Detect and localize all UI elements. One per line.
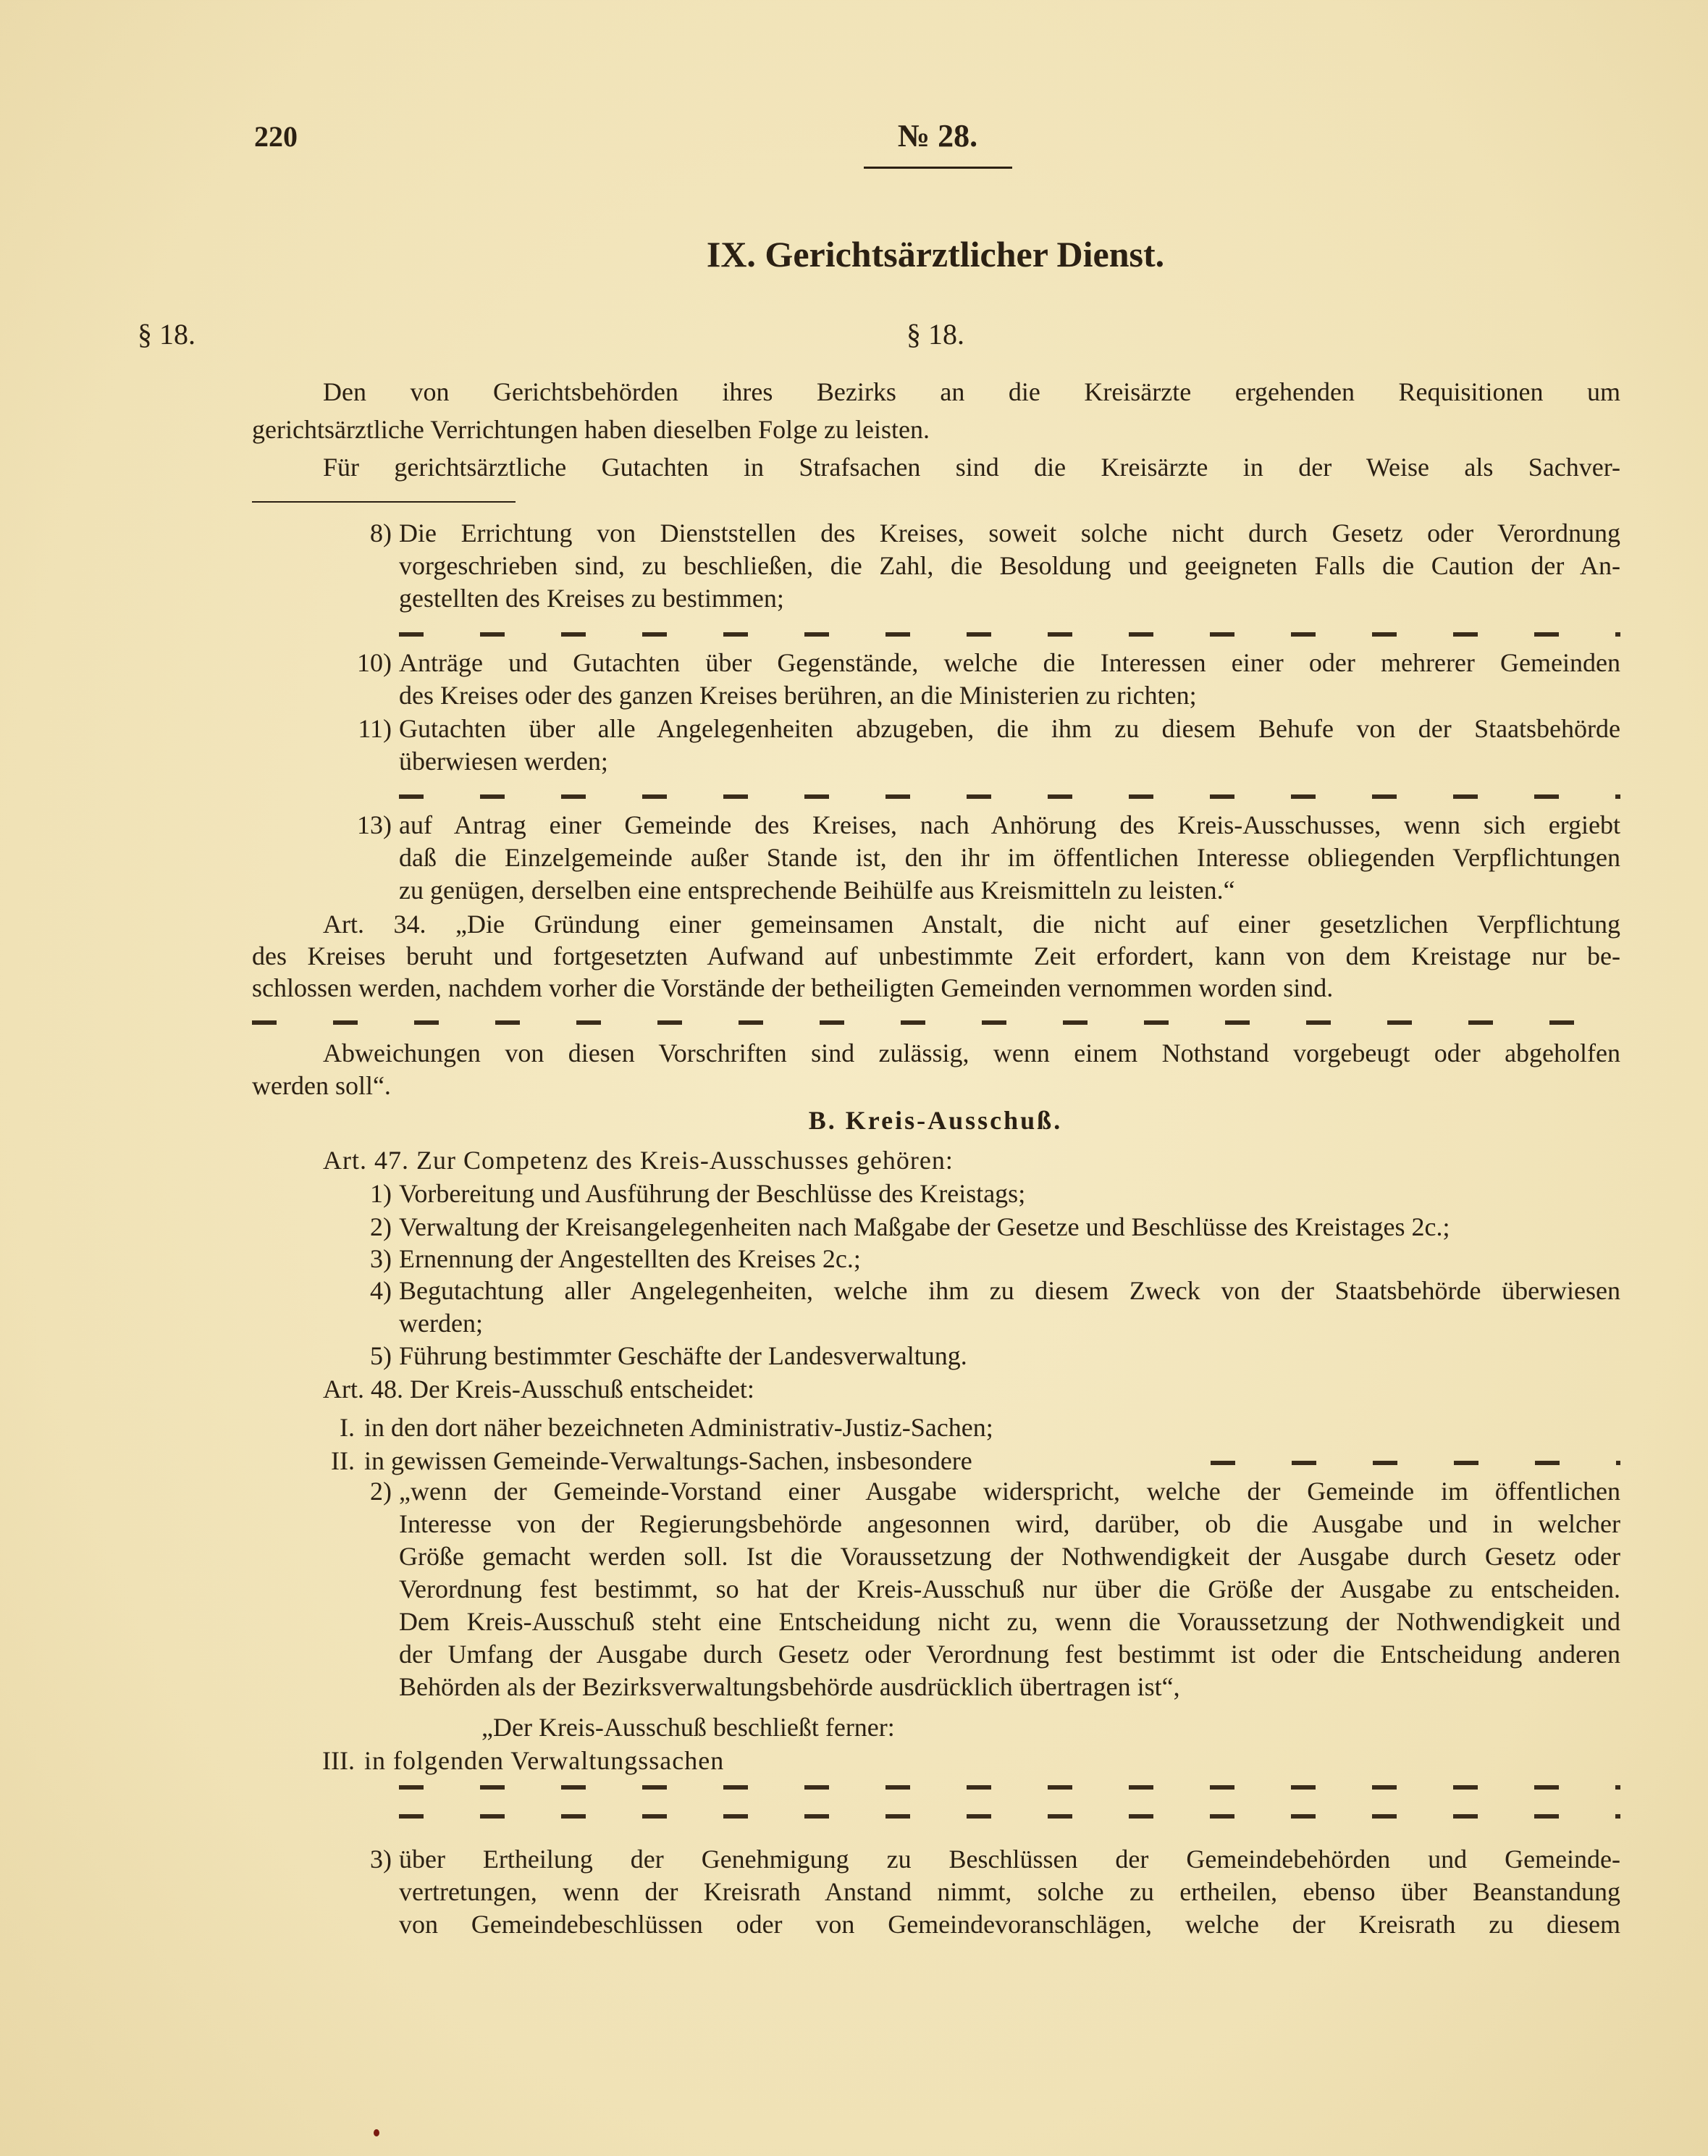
text-line: gerichtsärztliche Verrichtungen haben dieselben Folge zu leisten. (252, 415, 930, 444)
art48-point-III: in folgenden Verwaltungssachen (364, 1746, 725, 1775)
text-line: zu genügen, derselben eine entsprechende Beihülfe aus Kreismitteln zu leisten.“ (399, 876, 1235, 905)
omission-dashes (399, 1814, 1620, 1819)
section-title: IX. Gerichtsärztlicher Dienst. (706, 234, 1165, 274)
text-line: daß die Einzelgemeinde außer Stande ist, den ihr im öffentlichen Interesse obliegenden Verpflichtungen (399, 843, 1620, 872)
text-line: Interesse von der Regierungsbehörde angesonnen wird, darüber, ob die Ausgabe und in welcher (399, 1509, 1620, 1538)
text-line: des Kreises oder des ganzen Kreises berühren, an die Ministerien zu richten; (399, 681, 1197, 710)
text-line: vertretungen, wenn der Kreisrath Anstand nimmt, solche zu ertheilen, ebenso über Beanstandung (399, 1877, 1620, 1906)
section-label: § 18. (906, 318, 964, 351)
text-line: des Kreises beruht und fortgesetzten Aufwand auf unbestimmte Zeit erfordert, kann von dem Kreistage nur be- (252, 941, 1620, 970)
art47-item-2 (399, 1211, 1620, 1243)
item-number: 2) (370, 1212, 392, 1241)
roman-number: II. (331, 1446, 355, 1475)
text-line: Verordnung fest bestimmt, so hat der Kreis-Ausschuß nur über die Größe der Ausgabe zu entscheiden. (399, 1574, 1620, 1603)
ink-speck (374, 2129, 379, 2136)
roman-number: I. (340, 1413, 355, 1442)
art47-item-3 (399, 1243, 1620, 1275)
item-number: 8) (370, 519, 392, 548)
text-line: vorgeschrieben sind, zu beschließen, die Zahl, die Besoldung und geeigneten Falls die Caution der An- (399, 551, 1620, 580)
issue-number: № 28. (897, 118, 978, 154)
text-line: Führung bestimmter Geschäfte der Landesverwaltung. (399, 1341, 967, 1370)
omission-dashes (399, 1785, 1620, 1790)
text-line: Begutachtung aller Angelegenheiten, welche ihm zu diesem Zweck von der Staatsbehörde überwiesen (399, 1276, 1620, 1305)
text-line: schlossen werden, nachdem vorher die Vorstände der betheiligten Gemeinden vernommen worden sind. (252, 973, 1334, 1002)
text-line: auf Antrag einer Gemeinde des Kreises, nach Anhörung des Kreis-Ausschusses, wenn sich ergiebt (399, 810, 1620, 839)
text-line: werden soll“. (252, 1071, 391, 1100)
text-line: Ernennung der Angestellten des Kreises 2c.; (399, 1244, 861, 1273)
item-number: 2) (370, 1477, 392, 1506)
item-number: 3) (370, 1845, 392, 1874)
text-line: Den von Gerichtsbehörden ihres Bezirks an die Kreisärzte ergehenden Requisitionen um (323, 377, 1620, 406)
footnote-rule (252, 501, 516, 503)
text-line: „wenn der Gemeinde-Vorstand einer Ausgabe widerspricht, welche der Gemeinde im öffentlichen (399, 1477, 1620, 1506)
article-47-intro: Art. 47. Zur Competenz des Kreis-Ausschusses gehören: (323, 1146, 954, 1175)
art47-item-5 (399, 1340, 1620, 1372)
paragraph-requisitions (252, 373, 1620, 486)
art47-item-1 (399, 1178, 1620, 1210)
item-8 (399, 517, 1620, 615)
omission-dashes (399, 794, 1620, 799)
article-48-intro: Art. 48. Der Kreis-Ausschuß entscheidet: (323, 1375, 754, 1404)
item-number: 13) (357, 810, 392, 839)
text-line: Verwaltung der Kreisangelegenheiten nach Maßgabe der Gesetze und Beschlüsse des Kreistages 2c.; (399, 1212, 1450, 1241)
text-line: Dem Kreis-Ausschuß steht eine Entscheidung nicht zu, wenn die Voraussetzung der Nothwendigkeit und (399, 1607, 1620, 1636)
item-number: 1) (370, 1179, 392, 1208)
item-13 (399, 809, 1620, 907)
omission-dashes (399, 632, 1620, 637)
paragraph-deviations (252, 1037, 1620, 1102)
roman-number: III. (322, 1746, 355, 1775)
item-number: 3) (370, 1244, 392, 1273)
item-number: 4) (370, 1276, 392, 1305)
text-line: werden; (399, 1309, 483, 1338)
art48-item-2 (399, 1475, 1620, 1703)
item-number: 5) (370, 1341, 392, 1370)
art47-item-4 (399, 1275, 1620, 1340)
text-line: der Umfang der Ausgabe durch Gesetz oder Verordnung fest bestimmt ist oder die Entscheidung anderen (399, 1640, 1620, 1669)
text-line: Art. 34. „Die Gründung einer gemeinsamen Anstalt, die nicht auf einer gesetzlichen Verpflichtung (323, 910, 1620, 939)
issue-underline (864, 167, 1012, 169)
text-line: Anträge und Gutachten über Gegenstände, welche die Interessen einer oder mehrerer Gemeinden (399, 648, 1620, 677)
text-line: Für gerichtsärztliche Gutachten in Strafsachen sind die Kreisärzte in der Weise als Sachver- (323, 453, 1620, 482)
item-10 (399, 647, 1620, 712)
text-line: gestellten des Kreises zu bestimmen; (399, 584, 784, 613)
item-number: 10) (357, 648, 392, 677)
text-line: Vorbereitung und Ausführung der Beschlüsse des Kreistags; (399, 1179, 1026, 1208)
item-11 (399, 713, 1620, 778)
text-line: überwiesen werden; (399, 747, 608, 776)
article-34 (252, 908, 1620, 1004)
text-line: über Ertheilung der Genehmigung zu Beschlüssen der Gemeindebehörden und Gemeinde- (399, 1845, 1620, 1874)
text-line: Abweichungen von diesen Vorschriften sind zulässig, wenn einem Nothstand vorgebeugt oder abgeholfen (323, 1039, 1620, 1067)
subheading-kreis-ausschuss: B. Kreis-Ausschuß. (808, 1106, 1063, 1135)
item-number: 11) (358, 714, 392, 743)
page-number: 220 (254, 120, 298, 153)
text-line: von Gemeindebeschlüssen oder von Gemeindevoranschlägen, welche der Kreisrath zu diesem (399, 1910, 1620, 1939)
art48-item-3 (399, 1843, 1620, 1941)
omission-dashes (1211, 1461, 1620, 1465)
text-line: Größe gemacht werden soll. Ist die Voraussetzung der Nothwendigkeit der Ausgabe durch Gesetz oder (399, 1542, 1620, 1571)
omission-dashes (252, 1020, 1620, 1025)
art48-point-I: in den dort näher bezeichneten Administrativ-Justiz-Sachen; (364, 1413, 993, 1442)
art48-point-II: in gewissen Gemeinde-Verwaltungs-Sachen, insbesondere (364, 1446, 972, 1475)
art48-ferner: „Der Kreis-Ausschuß beschließt ferner: (481, 1713, 895, 1742)
margin-section-label: § 18. (138, 318, 195, 351)
text-line: Gutachten über alle Angelegenheiten abzugeben, die ihm zu diesem Behufe von der Staatsbehörde (399, 714, 1620, 743)
text-line: Die Errichtung von Dienststellen des Kreises, soweit solche nicht durch Gesetz oder Verordnung (399, 519, 1620, 548)
text-line: Behörden als der Bezirksverwaltungsbehörde ausdrücklich übertragen ist“, (399, 1672, 1180, 1701)
